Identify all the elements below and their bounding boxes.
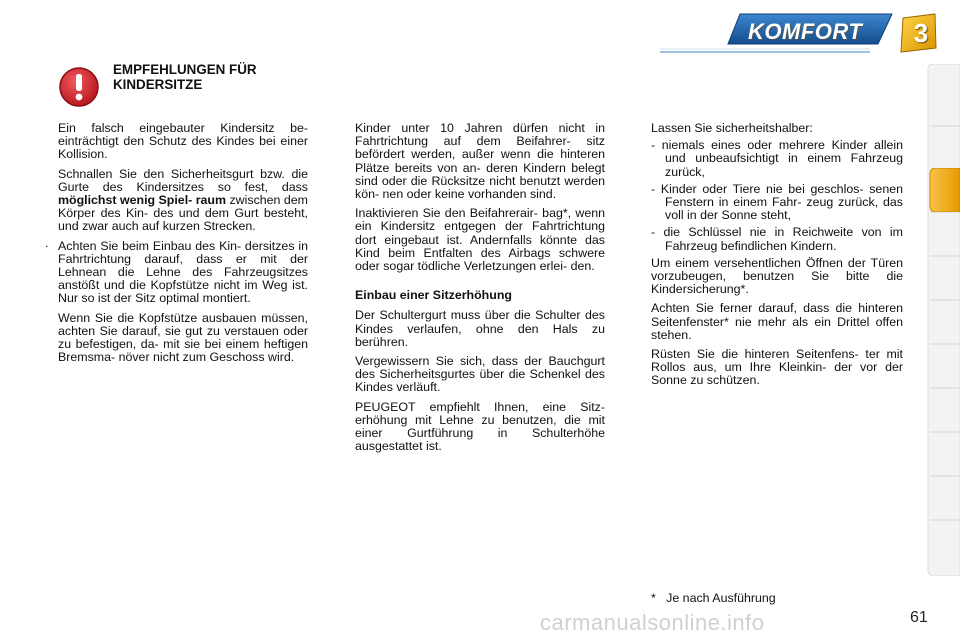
warning-exclamation-icon bbox=[58, 66, 100, 108]
paragraph: Der Schultergurt muss über die Schulter des Kindes verlaufen, ohne den Hals zu berühren. bbox=[355, 308, 605, 349]
emphasis-text: möglichst wenig Spiel- raum bbox=[58, 193, 227, 208]
list-item: - niemals eines oder mehrere Kinder allein und unbeaufsichtigt in einem Fahrzeug zurück, bbox=[651, 138, 903, 179]
paragraph: Vergewissern Sie sich, dass der Bauchgurt des Sicherheitsgurtes über die Schenkel des Kindes verläuft. bbox=[355, 354, 605, 395]
paragraph bbox=[58, 168, 308, 234]
paragraph-text: Schnallen Sie den Sicherheitsgurt bzw. die Gurte des Kindersitzes so fest, dass bbox=[58, 166, 308, 194]
paragraph: Achten Sie ferner darauf, dass die hinteren Seitenfenster* nie mehr als ein Drittel offen stehen. bbox=[651, 301, 903, 342]
chapter-tab-strip bbox=[922, 64, 960, 576]
text-column-2 bbox=[355, 122, 605, 459]
chapter-title: KOMFORT bbox=[748, 19, 863, 44]
page-number: 61 bbox=[910, 609, 928, 626]
chapter-number-badge: 3 bbox=[913, 18, 929, 48]
chapter-header bbox=[0, 0, 960, 60]
section-title-line-2: KINDERSITZE bbox=[113, 77, 203, 92]
section-title bbox=[113, 62, 333, 92]
stray-mark: . bbox=[45, 236, 49, 250]
paragraph: Inaktivieren Sie den Beifahrerair- bag*, wenn ein Kindersitz entgegen der Fahrtrichtung dort eingebaut ist. Andernfalls könnte das Kind beim Entfalten des Airbags schwere oder sogar tödliche Verletzungen erlei- den. bbox=[355, 206, 605, 274]
footnote: * Je nach Ausführung bbox=[651, 591, 776, 605]
active-chapter-tab[interactable] bbox=[926, 168, 960, 212]
subheading: Einbau einer Sitzerhöhung bbox=[355, 288, 512, 303]
watermark: carmanualsonline.info bbox=[540, 610, 765, 635]
text-column-3 bbox=[651, 122, 903, 394]
paragraph: Kinder unter 10 Jahren dürfen nicht in Fahrtrichtung auf dem Beifahrer- sitz befördert werden, außer wenn die hinteren Plätze bereits von an- deren Kindern belegt sind oder die Rücksitze nicht benutzt werden kön- nen oder keine vorhanden sind. bbox=[355, 121, 605, 202]
paragraph: Lassen Sie sicherheitshalber: bbox=[651, 121, 813, 135]
paragraph: Um einem versehentlichen Öffnen der Türen vorzubeugen, benutzen Sie bitte die Kindersicherung*. bbox=[651, 255, 903, 297]
section-title-line-1: EMPFEHLUNGEN FÜR bbox=[113, 62, 257, 77]
paragraph: Achten Sie beim Einbau des Kin- dersitzes in Fahrtrichtung darauf, dass er mit der Lehnean die Lehne des Fahrzeugsitzes anstößt und die Kopfstütze nicht im Weg ist. Nur so ist der Sitz optimal montiert. bbox=[58, 238, 308, 306]
paragraph: Wenn Sie die Kopfstütze ausbauen müssen, achten Sie darauf, sie gut zu verstauen oder zu befestigen, da- mit sie bei einem heftigen Bremsma- növer nicht zum Geschoss wird. bbox=[58, 310, 308, 365]
paragraph: Rüsten Sie die hinteren Seitenfens- ter mit Rollos aus, um Ihre Kleinkin- der vor der Sonne zu schützen. bbox=[651, 347, 903, 388]
paragraph: PEUGEOT empfiehlt Ihnen, eine Sitz- erhöhung mit Lehne zu benutzen, die mit einer Gurtführung in Schulterhöhe ausgestattet ist. bbox=[355, 399, 605, 454]
tab-strip-graphic bbox=[922, 64, 960, 576]
list-item: - Kinder oder Tiere nie bei geschlos- senen Fenstern in einem Fahr- zeug zurück, das voll in der Sonne steht, bbox=[651, 181, 903, 223]
list-item: - die Schlüssel nie in Reichweite von im Fahrzeug befindlichen Kindern. bbox=[651, 225, 903, 253]
paragraph: Ein falsch eingebauter Kindersitz be- einträchtigt den Schutz des Kindes bei einer Kollision. bbox=[58, 121, 308, 162]
text-column-1 bbox=[58, 122, 308, 370]
paragraph-text: zwischen dem Körper des Kin- des und dem Gurt besteht, und zwar auch auf kurzen Strecken. bbox=[58, 193, 308, 234]
